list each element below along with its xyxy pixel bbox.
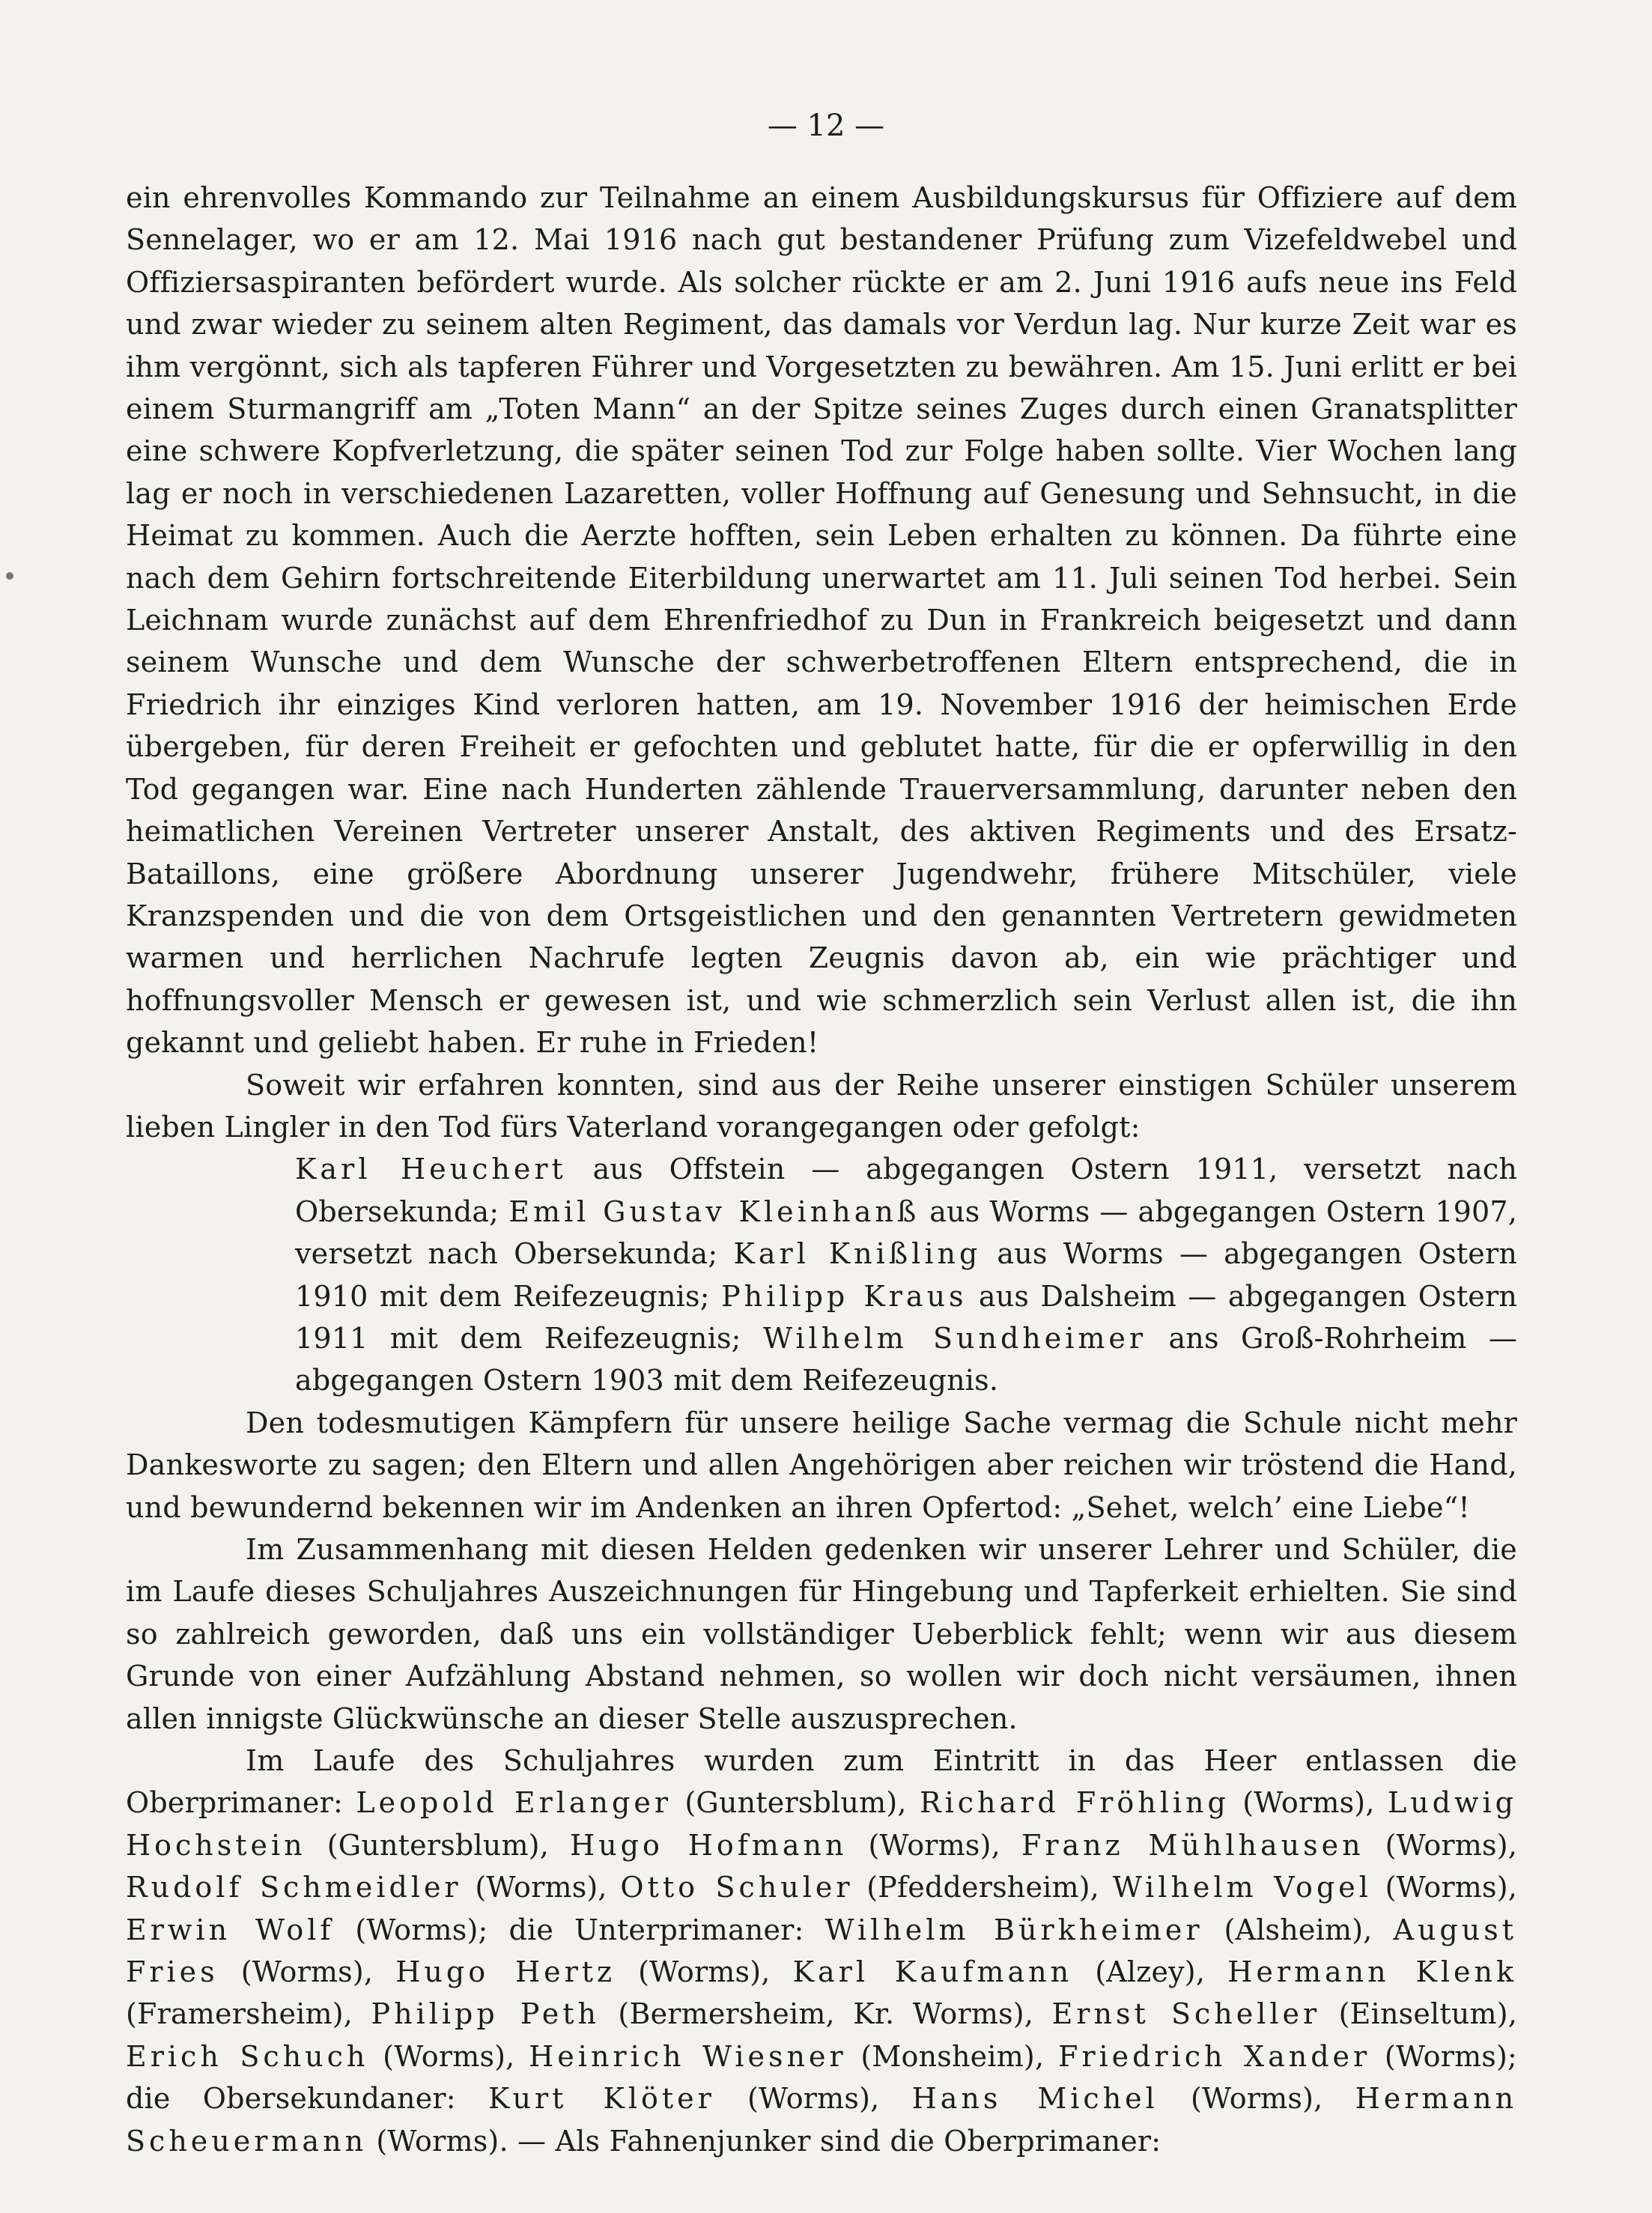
paragraph-lingler-death: ein ehrenvolles Kommando zur Teilnahme an einem Ausbildungskursus für Offiziere auf dem Sennelager, wo er am 12. Mai 1916 nach gut bestandener Prüfung zum Vizefeldwebel und Offiziersaspiranten befördert wurde. Als solcher rückte er am 2. Juni 1916 aufs neue ins Feld und zwar wieder zu seinem alten Regiment, das damals vor Verdun lag. Nur kurze Zeit war es ihm vergönnt, sich als tapferen Führer und Vorgesetzten zu bewähren. Am 15. Juni erlitt er bei einem Sturmangriff am „Toten Mann“ an der Spitze seines Zuges durch einen Granatsplitter eine schwere Kopfverletzung, die später seinen Tod zur Folge haben sollte. Vier Wochen lang lag er noch in verschiedenen Lazaretten, voller Hoffnung auf Genesung und Sehnsucht, in die Heimat zu kommen. Auch die Aerzte hofften, sein Leben erhalten zu können. Da führte eine nach dem Gehirn fortschreitende Eiterbildung unerwartet am 11. Juli seinen Tod herbei. Sein Leichnam wurde zunächst auf dem Ehrenfriedhof zu Dun in Frankreich beigesetzt und dann seinem Wunsche und dem Wunsche der schwerbetroffenen Eltern entsprechend, die in Friedrich ihr einziges Kind verloren hatten, am 19. November 1916 der heimischen Erde übergeben, für deren Freiheit er gefochten und geblutet hatte, für die er opferwillig in den Tod gegangen war. Eine nach Hunderten zählende Trauerversammlung, darunter neben den heimatlichen Vereinen Vertreter unserer Anstalt, des aktiven Regiments und des Ersatz-Bataillons, eine größere Abordnung unserer Jugendwehr, frühere Mitschüler, viele Kranzspenden und die von dem Ortsgeistlichen und den genannten Vertretern gewidmeten warmen und herrlichen Nachrufe legten Zeugnis davon ab, ein wie prächtiger und hoffnungsvoller Mensch er gewesen ist, und wie schmerzlich sein Verlust allen ist, die ihn gekannt und geliebt haben. Er ruhe in Frieden! [126, 181, 1517, 1060]
student-name: Erwin Wolf [126, 1913, 335, 1946]
student-place: (Bermersheim, Kr. Worms) [618, 1997, 1024, 2031]
student-name: Wilhelm Vogel [1112, 1871, 1372, 1904]
fallen-details: ans Groß-Rohrheim — abgegangen Ostern 1903 mit dem Reifezeugnis. [295, 1321, 1518, 1397]
fallen-details: aus Worms — abgegangen Ostern 1910 mit dem Reifezeugnis; [295, 1237, 1518, 1313]
student-place: (Worms) [1242, 1786, 1366, 1820]
student-place: (Worms) [747, 2082, 871, 2116]
student-place: (Framersheim) [126, 1997, 344, 2031]
fallen-name: Emil Gustav Kleinhanß [508, 1194, 920, 1228]
student-name: August Fries [126, 1913, 1517, 1989]
student-name: Otto Schuler [620, 1871, 854, 1904]
enlistment-trailing: — Als Fahnenjunker sind die Oberprimaner: [517, 2124, 1161, 2158]
student-place: (Alzey) [1095, 1955, 1196, 1989]
student-place: (Worms) [240, 1955, 364, 1989]
fallen-name: Wilhelm Sundheimer [763, 1321, 1147, 1355]
student-place: (Worms) [638, 1955, 762, 1989]
student-place: (Worms) [475, 1871, 598, 1904]
student-name: Hans Michel [911, 2082, 1158, 2116]
student-place: (Monsheim) [860, 2039, 1035, 2073]
scan-speck [6, 572, 13, 580]
paragraph-thanks: Den todesmutigen Kämpfern für unsere heilige Sache vermag die Schule nicht mehr Dankesworte zu sagen; den Eltern und allen Angehörigen aber reichen wir tröstend die Hand, und bewundernd bekennen wir im Andenken an ihren Opfertod: „Sehet, welch’ eine Liebe“! [126, 1406, 1517, 1524]
student-name: Ernst Scheller [1051, 1997, 1321, 2031]
student-name: Philipp Peth [371, 1997, 600, 2031]
student-place: (Worms) [1384, 2039, 1508, 2073]
body-text [126, 177, 1517, 2162]
fallen-name: Karl Heuchert [295, 1153, 567, 1186]
student-place: (Alsheim) [1224, 1913, 1364, 1946]
student-name: Rudolf Schmeidler [126, 1871, 462, 1904]
group-label: Unterprimaner: [574, 1913, 804, 1946]
student-name: Franz Mühlhausen [1021, 1828, 1364, 1862]
student-place: (Worms) [383, 2039, 506, 2073]
student-name: Hermann Scheuermann [126, 2082, 1518, 2158]
group-label: Obersekundaner: [202, 2082, 456, 2116]
student-place: (Worms) [355, 1913, 479, 1946]
group-label: Oberprimaner: [126, 1786, 343, 1820]
fallen-details: aus Dalsheim — abgegangen Ostern 1911 mit dem Reifezeugnis; [295, 1279, 1518, 1355]
fallen-name: Philipp Kraus [721, 1279, 968, 1313]
student-place: (Worms) [376, 2124, 499, 2158]
student-name: Hermann Klenk [1227, 1955, 1518, 1989]
fallen-details: aus Worms — abgegangen Ostern 1907, versetzt nach Obersekunda; [295, 1194, 1518, 1271]
student-name: Kurt Klöter [488, 2082, 715, 2116]
student-name: Friedrich Xander [1057, 2039, 1371, 2073]
fallen-details: aus Offstein — abgegangen Ostern 1911, versetzt nach Obersekunda; [295, 1153, 1517, 1228]
student-place: (Worms) [1385, 1828, 1508, 1862]
student-place: (Worms) [868, 1828, 991, 1862]
student-place: (Pfeddersheim) [866, 1871, 1090, 1904]
paragraph-fallen-intro: Soweit wir erfahren konnten, sind aus der Reihe unserer einstigen Schüler unserem lieben Lingler in den Tod fürs Vaterland vorangegangen oder gefolgt: [126, 1068, 1517, 1144]
student-place: (Guntersblum) [684, 1786, 898, 1820]
student-place: (Guntersblum) [327, 1828, 540, 1862]
student-name: Leopold Erlanger [356, 1786, 672, 1820]
student-name: Karl Kaufmann [792, 1955, 1073, 1989]
paragraph-awards: Im Zusammenhang mit diesen Helden gedenken wir unserer Lehrer und Schüler, die im Laufe dieses Schuljahres Auszeichnungen für Hingebung und Tapferkeit erhielten. Sie sind so zahlreich geworden, daß uns ein vollständiger Ueberblick fehlt; wenn wir aus diesem Grunde von einer Aufzählung Abstand nehmen, so wollen wir doch nicht versäumen, ihnen allen innigste Glückwünsche an dieser Stelle auszusprechen. [126, 1533, 1517, 1735]
paragraph-enlistment: Im Laufe des Schuljahres wurden zum Eintritt in das Heer entlassen die Oberprimaner: Leopold Erlanger (Guntersblum), Richard Fröhling (Worms), Ludwig Hochstein (Guntersblum), Hugo Hofmann (Worms), Franz Mühlhausen (Worms), Rudolf Schmeidler (Worms), Otto Schuler (Pfeddersheim), Wilhelm Vogel (Worms), Erwin Wolf (Worms); die Unterprimaner: Wilhelm Bürkheimer (Alsheim), August Fries (Worms), Hugo Hertz (Worms), Karl Kaufmann (Alzey), Hermann Klenk (Framersheim), Philipp Peth (Bermersheim, Kr. Worms), Ernst Scheller (Einseltum), Erich Schuch (Worms), Heinrich Wiesner (Monsheim), Friedrich Xander (Worms); die Obersekundaner: Kurt Klöter (Worms), Hans Michel (Worms), Hermann Scheuermann (Worms). — Als Fahnenjunker sind die Oberprimaner: [126, 1744, 1518, 2158]
page-number: — 12 — [767, 109, 885, 143]
fallen-list [126, 1148, 1517, 1401]
student-place: (Worms) [1191, 2082, 1314, 2116]
student-place: (Worms) [1385, 1871, 1508, 1904]
fallen-name: Karl Knißling [733, 1237, 982, 1271]
student-name: Hugo Hertz [395, 1955, 616, 1989]
student-name: Hugo Hofmann [570, 1828, 848, 1862]
enlistment-intro: Im Laufe des Schuljahres wurden zum Eintritt in das Heer entlassen die [246, 1744, 1517, 1778]
student-name: Heinrich Wiesner [529, 2039, 847, 2073]
student-name: Ludwig Hochstein [126, 1786, 1518, 1862]
student-name: Wilhelm Bürkheimer [825, 1913, 1203, 1946]
student-place: (Einseltum) [1338, 1997, 1508, 2031]
student-name: Erich Schuch [126, 2039, 369, 2073]
student-name: Richard Fröhling [920, 1786, 1230, 1820]
